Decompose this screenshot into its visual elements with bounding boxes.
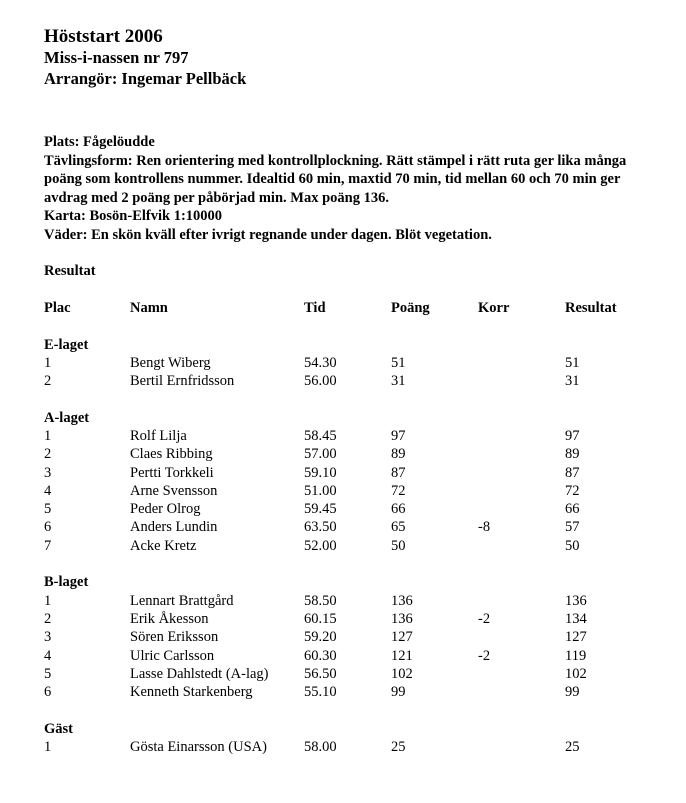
document-subtitle-organizer: Arrangör: Ingemar Pellbäck bbox=[44, 69, 247, 88]
results-group bbox=[44, 573, 674, 701]
cell-resultat: 99 bbox=[565, 684, 580, 701]
cell-poang: 72 bbox=[391, 482, 406, 499]
document-title: Höststart 2006 bbox=[44, 26, 163, 47]
table-row bbox=[44, 372, 674, 390]
cell-tid: 59.20 bbox=[304, 629, 337, 646]
info-plats: Plats: Fågelöudde bbox=[44, 134, 155, 150]
cell-namn: Claes Ribbing bbox=[130, 446, 213, 463]
cell-resultat: 31 bbox=[565, 373, 580, 390]
cell-resultat: 119 bbox=[565, 647, 587, 664]
document-page bbox=[44, 26, 674, 756]
table-row bbox=[44, 518, 674, 536]
cell-namn: Anders Lundin bbox=[130, 519, 218, 536]
cell-poang: 50 bbox=[391, 537, 406, 554]
cell-poang: 89 bbox=[391, 446, 406, 463]
cell-namn: Bertil Ernfridsson bbox=[130, 373, 235, 390]
cell-tid: 58.50 bbox=[304, 592, 337, 609]
cell-namn: Pertti Torkkeli bbox=[130, 464, 214, 481]
results-groups bbox=[44, 336, 674, 757]
cell-tid: 59.45 bbox=[304, 501, 337, 518]
cell-poang: 51 bbox=[391, 354, 406, 371]
cell-plac: 5 bbox=[44, 501, 52, 518]
info-vader: Väder: En skön kväll efter ivrigt regnande under dagen. Blöt vegetation. bbox=[44, 226, 492, 243]
column-header-plac: Plac bbox=[44, 299, 71, 316]
table-row bbox=[44, 610, 674, 628]
results-heading: Resultat bbox=[44, 263, 96, 279]
cell-poang: 25 bbox=[391, 739, 406, 756]
group-title: Gäst bbox=[44, 720, 73, 737]
cell-plac: 1 bbox=[44, 427, 52, 444]
results-group bbox=[44, 409, 674, 555]
cell-poang: 87 bbox=[391, 464, 406, 481]
cell-resultat: 136 bbox=[565, 592, 587, 609]
cell-tid: 63.50 bbox=[304, 519, 337, 536]
info-karta: Karta: Bosön-Elfvik 1:10000 bbox=[44, 208, 223, 224]
cell-namn: Ulric Carlsson bbox=[130, 647, 215, 664]
cell-resultat: 134 bbox=[565, 610, 587, 627]
column-header-poang: Poäng bbox=[391, 299, 430, 316]
cell-resultat: 127 bbox=[565, 629, 587, 646]
cell-namn: Arne Svensson bbox=[130, 482, 218, 499]
cell-plac: 2 bbox=[44, 373, 52, 390]
cell-tid: 55.10 bbox=[304, 684, 337, 701]
table-row bbox=[44, 665, 674, 683]
group-title: E-laget bbox=[44, 336, 89, 353]
table-row bbox=[44, 445, 674, 463]
cell-korr: -8 bbox=[478, 519, 491, 536]
cell-korr: -2 bbox=[478, 610, 491, 627]
cell-namn: Erik Åkesson bbox=[130, 610, 209, 627]
cell-plac: 2 bbox=[44, 610, 52, 627]
cell-plac: 1 bbox=[44, 354, 52, 371]
cell-resultat: 102 bbox=[565, 665, 587, 682]
column-header-korr: Korr bbox=[478, 299, 510, 316]
cell-plac: 3 bbox=[44, 464, 52, 481]
cell-poang: 66 bbox=[391, 501, 406, 518]
cell-plac: 1 bbox=[44, 592, 52, 609]
cell-plac: 7 bbox=[44, 537, 52, 554]
cell-resultat: 51 bbox=[565, 354, 580, 371]
cell-poang: 97 bbox=[391, 427, 406, 444]
cell-tid: 54.30 bbox=[304, 354, 337, 371]
cell-korr: -2 bbox=[478, 647, 491, 664]
results-group bbox=[44, 720, 674, 757]
table-row bbox=[44, 500, 674, 518]
cell-poang: 121 bbox=[391, 647, 413, 664]
table-row bbox=[44, 354, 674, 372]
cell-plac: 5 bbox=[44, 665, 52, 682]
table-row bbox=[44, 464, 674, 482]
cell-tid: 58.00 bbox=[304, 739, 337, 756]
cell-tid: 51.00 bbox=[304, 482, 337, 499]
table-row bbox=[44, 647, 674, 665]
cell-tid: 60.30 bbox=[304, 647, 337, 664]
group-title: B-laget bbox=[44, 574, 89, 591]
cell-resultat: 97 bbox=[565, 427, 580, 444]
results-group bbox=[44, 336, 674, 391]
document-subtitle-issue: Miss-i-nassen nr 797 bbox=[44, 48, 189, 67]
table-row bbox=[44, 537, 674, 555]
cell-tid: 60.15 bbox=[304, 610, 337, 627]
cell-poang: 65 bbox=[391, 519, 406, 536]
cell-plac: 1 bbox=[44, 739, 52, 756]
cell-plac: 2 bbox=[44, 446, 52, 463]
cell-resultat: 72 bbox=[565, 482, 580, 499]
cell-plac: 4 bbox=[44, 647, 52, 664]
table-row bbox=[44, 427, 674, 445]
cell-namn: Acke Kretz bbox=[130, 537, 197, 554]
table-row bbox=[44, 628, 674, 646]
cell-namn: Lasse Dahlstedt (A-lag) bbox=[130, 665, 269, 682]
cell-plac: 3 bbox=[44, 629, 52, 646]
cell-namn: Kenneth Starkenberg bbox=[130, 684, 253, 701]
cell-poang: 136 bbox=[391, 610, 413, 627]
cell-resultat: 25 bbox=[565, 739, 580, 756]
competition-info bbox=[44, 133, 644, 244]
cell-plac: 4 bbox=[44, 482, 52, 499]
cell-namn: Sören Eriksson bbox=[130, 629, 219, 646]
cell-poang: 136 bbox=[391, 592, 413, 609]
cell-tid: 56.50 bbox=[304, 665, 337, 682]
column-header-tid: Tid bbox=[304, 299, 326, 316]
cell-tid: 58.45 bbox=[304, 427, 337, 444]
cell-namn: Rolf Lilja bbox=[130, 427, 187, 444]
cell-namn: Lennart Brattgård bbox=[130, 592, 234, 609]
group-title: A-laget bbox=[44, 409, 90, 426]
cell-resultat: 87 bbox=[565, 464, 580, 481]
info-tavlingsform: Tävlingsform: Ren orientering med kontrollplockning. Rätt stämpel i rätt ruta ger lika många poäng som kontrollens nummer. Idealtid 60 min, maxtid 70 min, tid mellan 60 och 70 min ger avdrag med 2 poäng per påbörjad min. Max poäng 136. bbox=[44, 152, 627, 206]
table-row bbox=[44, 738, 674, 756]
cell-poang: 31 bbox=[391, 373, 406, 390]
table-row bbox=[44, 482, 674, 500]
cell-tid: 57.00 bbox=[304, 446, 337, 463]
cell-namn: Gösta Einarsson (USA) bbox=[130, 739, 267, 756]
cell-resultat: 89 bbox=[565, 446, 580, 463]
cell-plac: 6 bbox=[44, 519, 52, 536]
table-row bbox=[44, 683, 674, 701]
cell-resultat: 66 bbox=[565, 501, 580, 518]
cell-namn: Bengt Wiberg bbox=[130, 354, 211, 371]
cell-plac: 6 bbox=[44, 684, 52, 701]
cell-resultat: 57 bbox=[565, 519, 580, 536]
cell-resultat: 50 bbox=[565, 537, 580, 554]
cell-tid: 59.10 bbox=[304, 464, 337, 481]
results-column-headers bbox=[44, 299, 674, 318]
cell-poang: 102 bbox=[391, 665, 413, 682]
column-header-resultat: Resultat bbox=[565, 299, 617, 316]
cell-namn: Peder Olrog bbox=[130, 501, 201, 518]
cell-poang: 99 bbox=[391, 684, 406, 701]
column-header-namn: Namn bbox=[130, 299, 168, 316]
table-row bbox=[44, 592, 674, 610]
cell-tid: 56.00 bbox=[304, 373, 337, 390]
cell-tid: 52.00 bbox=[304, 537, 337, 554]
cell-poang: 127 bbox=[391, 629, 413, 646]
